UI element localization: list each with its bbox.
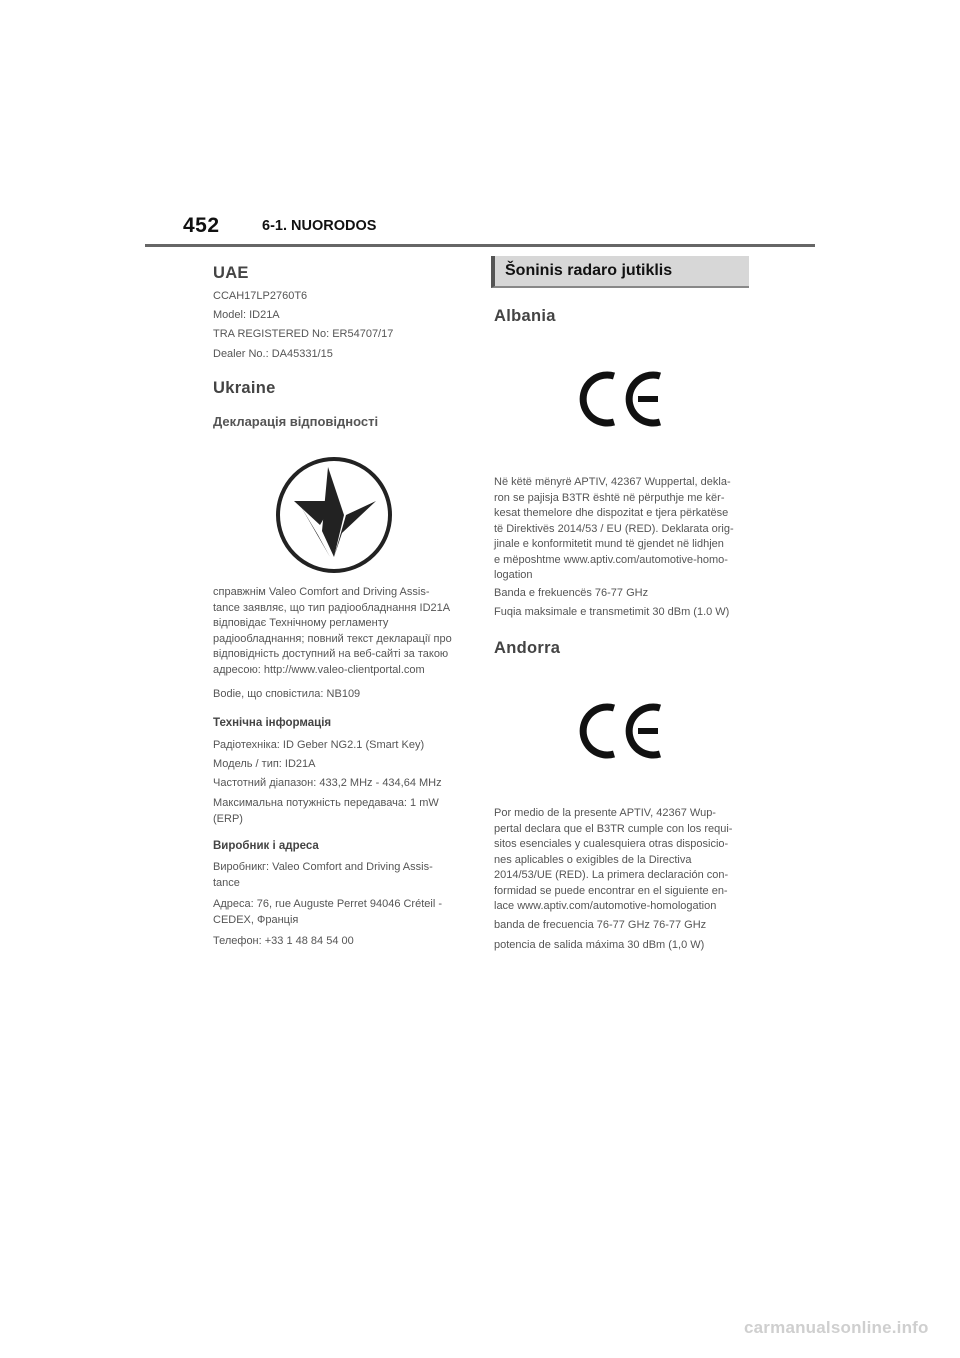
text-line: lace www.aptiv.com/automotive-homologation: [494, 900, 717, 912]
albania-paragraph: [494, 475, 756, 584]
phone-line: Телефон: +33 1 48 84 54 00: [213, 935, 354, 947]
text-line: formidad se puede encontrar en el siguiente en-: [494, 884, 728, 897]
page-number: 452: [183, 214, 220, 237]
ce-mark-icon: [574, 700, 670, 762]
uae-line: Model: ID21A: [213, 309, 280, 321]
text-line: відповідає Технічному регламенту: [213, 617, 389, 629]
ukraine-heading: Ukraine: [213, 379, 276, 397]
text-line: tance: [213, 876, 240, 889]
text-line: Në këtë mënyrë APTIV, 42367 Wuppertal, dekla-: [494, 476, 731, 488]
ukrsepro-conformity-mark-icon: [272, 453, 397, 578]
andorra-paragraph: [494, 806, 756, 915]
text-line: відповідність доступний на веб-сайті за такою: [213, 648, 449, 660]
text-line: радіообладнання; повний текст декларації про: [213, 632, 452, 645]
address-paragraph: [213, 897, 473, 928]
text-line: të Direktivës 2014/53 / EU (RED). Deklarata orig-: [494, 522, 734, 535]
tech-line: Радіотехніка: ID Geber NG2.1 (Smart Key): [213, 739, 425, 751]
text-line: jinale e konformitetit mund të gjendet në lidhjen: [494, 538, 724, 550]
text-line: sitos esenciales y cualesquiera otras disposicio-: [494, 838, 729, 850]
text-line: tance заявляє, що тип радіообладнання ID21A: [213, 601, 451, 614]
notified-body: Bodie, що сповістила: NB109: [213, 688, 361, 700]
ukraine-declaration-paragraph: [213, 585, 473, 678]
tech-info-heading: Технічна інформація: [213, 717, 332, 729]
uae-line: Dealer No.: DA45331/15: [213, 348, 333, 360]
power-paragraph: [213, 796, 473, 827]
header-rule: [145, 244, 815, 247]
text-line: Адреса: 76, rue Auguste Perret 94046 Créteil -: [213, 898, 442, 910]
ce-mark-icon: [574, 368, 670, 430]
text-line: logation: [494, 569, 533, 581]
text-line: ron se pajisja B3TR është në përputhje me kër-: [494, 491, 725, 504]
ukraine-subheading: Декларація відповідності: [213, 414, 379, 429]
section-title: Šoninis radaro jutiklis: [505, 262, 673, 279]
andorra-band: banda de frecuencia 76-77 GHz 76-77 GHz: [494, 919, 707, 931]
text-line: Por medio de la presente APTIV, 42367 Wup-: [494, 807, 716, 819]
text-line: 2014/53/UE (RED). La primera declaración con-: [494, 869, 729, 881]
albania-band: Banda e frekuencës 76-77 GHz: [494, 587, 649, 599]
section-title-bar: [491, 256, 749, 288]
tech-line: Частотний діапазон: 433,2 MHz - 434,64 MHz: [213, 777, 442, 789]
tech-line: Модель / тип: ID21A: [213, 758, 316, 770]
text-line: справжнім Valeo Comfort and Driving Assis-: [213, 586, 430, 598]
uae-heading: UAE: [213, 264, 249, 282]
text-line: Максимальна потужність передавача: 1 mW: [213, 797, 439, 809]
text-line: pertal declara que el B3TR cumple con los requi-: [494, 822, 733, 835]
chapter-title: 6-1. NUORODOS: [262, 218, 377, 234]
text-line: e mëposhtme www.aptiv.com/automotive-homo-: [494, 553, 728, 566]
text-line: CEDEX, Франція: [213, 913, 299, 926]
albania-heading: Albania: [494, 307, 556, 325]
text-line: Виробникг: Valeo Comfort and Driving Assis-: [213, 861, 433, 873]
text-line: адресою: http://www.valeo-clientportal.com: [213, 663, 425, 676]
text-line: (ERP): [213, 812, 243, 825]
page-header: [0, 0, 960, 250]
uae-line: TRA REGISTERED No: ER54707/17: [213, 328, 394, 340]
watermark: carmanualsonline.info: [744, 1318, 929, 1337]
manufacturer-paragraph: [213, 860, 473, 891]
uae-line: CCAH17LP2760T6: [213, 290, 308, 302]
text-line: nes aplicables o exigibles de la Directiva: [494, 853, 692, 866]
text-line: kesat themelore dhe dispozitat e tjera përkatëse: [494, 507, 729, 519]
andorra-heading: Andorra: [494, 639, 561, 657]
manufacturer-heading: Виробник і адреса: [213, 840, 319, 852]
andorra-power: potencia de salida máxima 30 dBm (1,0 W): [494, 939, 705, 951]
albania-power: Fuqia maksimale e transmetimit 30 dBm (1.0 W): [494, 606, 730, 618]
